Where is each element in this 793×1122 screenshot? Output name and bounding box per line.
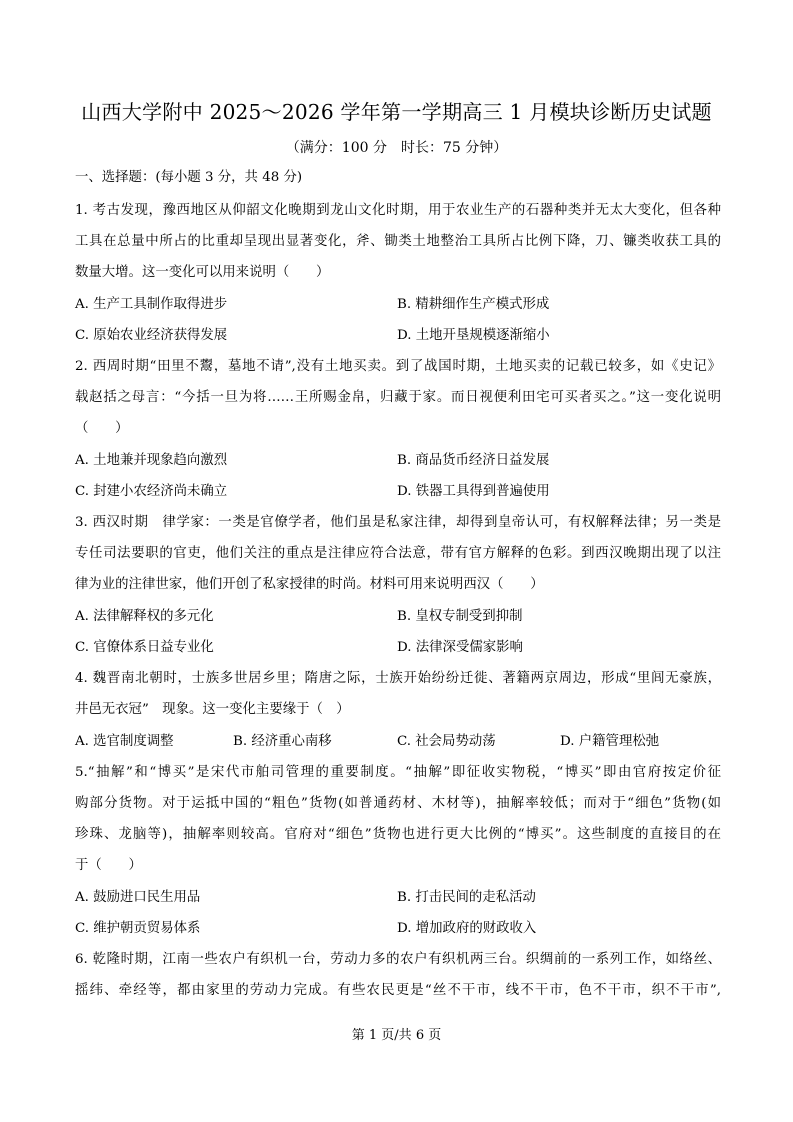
section-heading: 一、选择题：(每小题 3 分，共 48 分) xyxy=(75,170,303,185)
q5-option-a: A. 鼓励进口民生用品 xyxy=(75,890,201,905)
q5-stem-line-3: 珍珠、龙脑等)，抽解率则较高。官府对“细色”货物也进行更大比例的“博买”。这些制度的直接目的在 xyxy=(75,827,721,842)
q4-stem-line-2: 井邑无衣冠” 现象。这一变化主要缘于（ ） xyxy=(75,702,350,717)
q2-option-c: C. 封建小农经济尚未确立 xyxy=(75,484,228,499)
q2-option-a: A. 土地兼并现象趋向激烈 xyxy=(75,453,228,468)
q4-stem-line-1: 4. 魏晋南北朝时，士族多世居乡里；隋唐之际，士族开始纷纷迁徙、著籍两京周边，形成“里闾无豪族， xyxy=(75,671,721,686)
q2-option-b: B. 商品货币经济日益发展 xyxy=(397,453,550,468)
q1-option-d: D. 土地开垦规模逐渐缩小 xyxy=(397,328,550,343)
q3-option-b: B. 皇权专制受到抑制 xyxy=(397,609,523,624)
q2-option-d: D. 铁器工具得到普遍使用 xyxy=(397,484,550,499)
q6-stem-line-1: 6. 乾隆时期，江南一些农户有织机一台，劳动力多的农户有织机两三台。织绸前的一系列工作，如络丝、 xyxy=(75,952,721,967)
q1-stem-line-3: 数量大增。这一变化可以用来说明（ ） xyxy=(75,265,330,280)
q5-option-b: B. 打击民间的走私活动 xyxy=(397,890,536,905)
q3-option-d: D. 法律深受儒家影响 xyxy=(397,640,523,655)
q1-option-a: A. 生产工具制作取得进步 xyxy=(75,297,228,312)
page-title: 山西大学附中 2025～2026 学年第一学期高三 1 月模块诊断历史试题 xyxy=(81,100,712,124)
q4-option-b: B. 经济重心南移 xyxy=(233,734,332,749)
q3-option-c: C. 官僚体系日益专业化 xyxy=(75,640,214,655)
q3-stem-line-2: 专任司法要职的官吏，他们关注的重点是注律应符合法意，带有官方解释的色彩。到西汉晚期出现了以注 xyxy=(75,546,721,561)
q5-stem-line-4: 于（ ） xyxy=(75,858,142,873)
q3-stem-line-1: 3. 西汉时期 律学家：一类是官僚学者，他们虽是私家注律，却得到皇帝认可，有权解释法律；另一类是 xyxy=(75,515,721,530)
q1-option-b: B. 精耕细作生产模式形成 xyxy=(397,297,550,312)
q1-stem-line-2: 工具在总量中所占的比重却呈现出显著变化，斧、锄类土地整治工具所占比例下降，刀、镰类收获工具的 xyxy=(75,234,721,249)
q5-option-d: D. 增加政府的财政收入 xyxy=(397,921,537,936)
exam-info: （满分：100 分 时长：75 分钟） xyxy=(285,140,508,156)
q2-stem-line-2: 载赵括之母言：“今括一旦为将……王所赐金帛，归藏于家。而日视便利田宅可买者买之。”这一变化说明 xyxy=(75,390,721,405)
page-number: 第 1 页/共 6 页 xyxy=(351,1028,442,1043)
q1-stem-line-1: 1. 考古发现，豫西地区从仰韶文化晚期到龙山文化时期，用于农业生产的石器种类并无太大变化，但各种 xyxy=(75,203,721,218)
q3-option-a: A. 法律解释权的多元化 xyxy=(75,609,214,624)
q3-stem-line-3: 律为业的注律世家，他们开创了私家授律的时尚。材料可用来说明西汉（ ） xyxy=(75,577,544,592)
q6-stem-line-2: 摇纬、牵经等，都由家里的劳动力完成。有些农民更是“丝不干市，线不干市，色不干市，织不干市”, xyxy=(75,983,721,998)
q4-option-c: C. 社会局势动荡 xyxy=(397,734,496,749)
q4-option-d: D. 户籍管理松弛 xyxy=(560,734,660,749)
q2-stem-line-1: 2. 西周时期“田里不鬻，墓地不请”,没有土地买卖。到了战国时期，土地买卖的记载已较多，如《史记》 xyxy=(75,359,721,374)
q5-stem-line-1: 5.“抽解”和“博买”是宋代市舶司管理的重要制度。“抽解”即征收实物税，“博买”即由官府按定价征 xyxy=(75,765,721,780)
q5-stem-line-2: 购部分货物。对于运抵中国的“粗色”货物(如普通药材、木材等)，抽解率较低；而对于“细色”货物(如 xyxy=(75,796,721,811)
q1-option-c: C. 原始农业经济获得发展 xyxy=(75,328,228,343)
q4-option-a: A. 选官制度调整 xyxy=(75,734,174,749)
q5-option-c: C. 维护朝贡贸易体系 xyxy=(75,921,201,936)
q2-stem-line-3: （ ） xyxy=(75,421,129,436)
